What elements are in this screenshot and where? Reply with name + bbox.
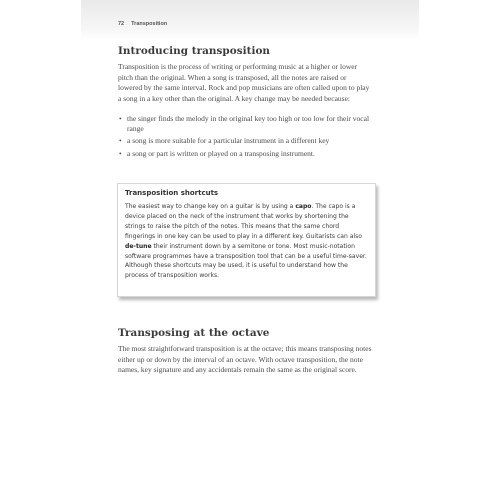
term-detune: de-tune	[125, 242, 152, 250]
book-page	[81, 0, 419, 500]
callout-text-part: their instrument down by a semitone or tone. Most music-notation software programmes have a transposition tool that can be a useful time-saver. Although these shortcuts may be used, it is useful to understand how the process of transposition works.	[125, 242, 367, 280]
octave-heading: Transposing at the octave	[118, 327, 270, 339]
bullet-icon: •	[119, 148, 122, 158]
list-item	[118, 149, 372, 159]
list-item	[118, 136, 372, 146]
reasons-list	[118, 114, 372, 161]
section-name: Transposition	[131, 21, 168, 27]
reason-text: a song or part is written or played on a transposing instrument.	[127, 148, 315, 158]
shortcuts-callout-box	[117, 183, 376, 297]
callout-text	[125, 202, 367, 281]
octave-paragraph: The most straightforward transposition is at the octave; this means transposing notes either up or down by the interval of an octave. With octave transposition, the note names, key signature and any accidentals remain the same as the original score.	[118, 344, 372, 375]
list-item	[118, 114, 372, 134]
intro-heading: Introducing transposition	[118, 45, 271, 57]
callout-text-part: The easiest way to change key on a guitar is by using a	[125, 203, 296, 210]
callout-title: Transposition shortcuts	[125, 189, 219, 197]
reason-text: a song is more suitable for a particular instrument in a different key	[127, 136, 330, 146]
page-header-bar	[81, 0, 419, 40]
running-head	[118, 21, 167, 27]
callout-text-part: . The capo is a device placed on the neck of the instrument that works by shortening the strings to raise the pitch of the notes. This means that the same chord fingerings in one key can be used to play in a different key. Guitarists can also	[125, 203, 362, 240]
intro-paragraph: Transposition is the process of writing or performing music at a higher or lower pitch than the original. When a song is transposed, all the notes are raised or lowered by the same interval. Rock and pop musicians are often called upon to play a song in a key other than the original. A key change may be needed because:	[118, 62, 370, 103]
bullet-icon: •	[119, 114, 122, 123]
page-number: 72	[118, 21, 125, 27]
reason-text: the singer finds the melody in the original key too high or too low for their vocal range	[127, 114, 370, 133]
bullet-icon: •	[119, 136, 122, 146]
term-capo: capo	[295, 203, 312, 210]
